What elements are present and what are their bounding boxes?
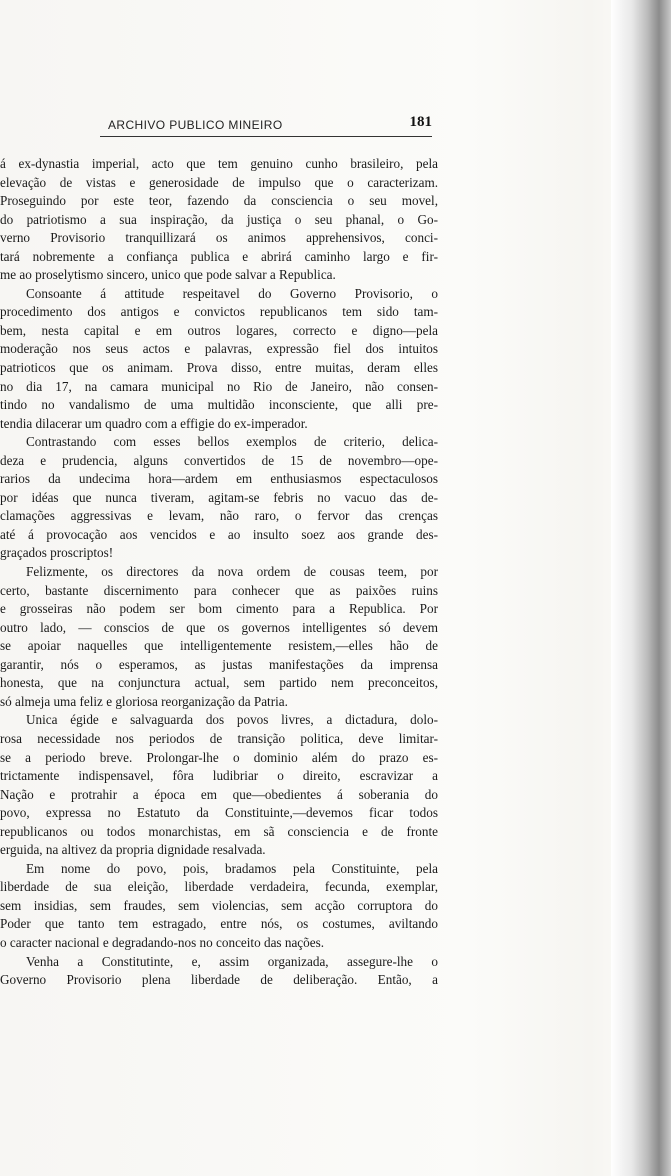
text-line: do patriotismo a sua inspiração, da justiça o seu phanal, o Go- bbox=[0, 211, 438, 227]
body-text bbox=[0, 155, 438, 990]
running-title: ARCHIVO PUBLICO MINEIRO bbox=[108, 118, 283, 132]
text-line: rarios da undecima hora—ardem em enthusiasmos espectaculosos bbox=[0, 471, 438, 487]
text-line: rosa necessidade nos periodos de transição politica, deve limitar- bbox=[0, 730, 438, 746]
text-line: certo, bastante discernimento para conhecer que as paixões ruins bbox=[0, 582, 438, 598]
text-line: clamações aggressivas e levam, não raro, o fervor das crenças bbox=[0, 508, 438, 524]
text-line: me ao proselytismo sincero, unico que pode salvar a Republica. bbox=[0, 267, 336, 283]
text-line: honesta, que na conjunctura actual, sem partido nem preconceitos, bbox=[0, 675, 438, 691]
text-line: republicanos ou todos monarchistas, em sã consciencia e de fronte bbox=[0, 823, 438, 839]
page-number: 181 bbox=[409, 114, 432, 130]
running-head bbox=[100, 114, 432, 137]
text-line: Consoante á attitude respeitavel do Governo Provisorio, o bbox=[26, 285, 438, 301]
text-line: sem insidias, sem fraudes, sem violencias, sem acção corruptora do bbox=[0, 897, 438, 913]
text-line: Contrastando com esses bellos exemplos de criterio, delica- bbox=[26, 434, 438, 450]
text-line: e grosseiras não podem ser bom cimento para a Republica. Por bbox=[0, 601, 438, 617]
text-line: Felizmente, os directores da nova ordem de cousas teem, por bbox=[26, 564, 438, 580]
text-line: Venha a Constitutinte, e, assim organizada, assegure-lhe o bbox=[26, 953, 438, 969]
text-line: á ex-dynastia imperial, acto que tem genuino cunho brasileiro, pela bbox=[0, 156, 438, 171]
text-line: garantir, nós o esperamos, as justas manifestações da imprensa bbox=[0, 656, 438, 672]
text-line: bem, nesta capital e em outros logares, correcto e digno—pela bbox=[0, 322, 438, 338]
text-line: graçados proscriptos! bbox=[0, 545, 114, 561]
text-line: Governo Provisorio plena liberdade de deliberação. Então, a bbox=[0, 972, 438, 988]
text-line: Nação e protrahir a época em que—obedientes á soberania do bbox=[0, 786, 438, 802]
text-line: até á provocação aos vencidos e ao insulto soez aos grande des- bbox=[0, 526, 438, 542]
text-line: Poder que tanto tem estragado, entre nós, os costumes, aviltando bbox=[0, 916, 438, 932]
text-line: por idéas que nunca tiveram, agitam-se febris no vacuo das de- bbox=[0, 489, 438, 505]
text-line: erguida, na altivez da propria dignidade resalvada. bbox=[0, 842, 266, 858]
text-line: só almeja uma feliz e gloriosa reorganização da Patria. bbox=[0, 693, 288, 709]
text-line: se apoiar naquelles que intelligentemente resistem,—elles hão de bbox=[0, 638, 438, 654]
text-line: tendia dilacerar um quadro com a effigie do ex-imperador. bbox=[0, 415, 308, 431]
text-line: Em nome do povo, pois, bradamos pela Constituinte, pela bbox=[26, 860, 438, 876]
text-line: patrioticos que os animam. Prova disso, entre muitas, deram elles bbox=[0, 360, 438, 376]
text-line: povo, expressa no Estatuto da Constituinte,—devemos ficar todos bbox=[0, 805, 438, 821]
text-line: verno Provisorio tranquillizará os animos apprehensivos, conci- bbox=[0, 230, 438, 246]
text-line: tindo no vandalismo de uma multidão inconsciente, que alli pre- bbox=[0, 397, 438, 413]
text-line: deza e prudencia, alguns convertidos de 15 de novembro—ope- bbox=[0, 452, 438, 468]
text-line: outro lado, — conscios de que os governos intelligentes só devem bbox=[0, 619, 438, 635]
text-line: Proseguindo por este teor, fazendo da consciencia o seu movel, bbox=[0, 193, 438, 209]
text-line: trictamente indispensavel, fôra ludibriar o direito, escravizar a bbox=[0, 768, 438, 784]
text-line: tará nobremente a confiança publica e abrirá caminho largo e fir- bbox=[0, 248, 438, 264]
text-line: o caracter nacional e degradando-nos no conceito das nações. bbox=[0, 934, 325, 950]
text-line: Unica égide e salvaguarda dos povos livres, a dictadura, dolo- bbox=[26, 712, 438, 728]
text-line: elevação de vistas e generosidade de impulso que o caracterizam. bbox=[0, 174, 438, 190]
text-line: no dia 17, na camara municipal no Rio de Janeiro, não consen- bbox=[0, 378, 438, 394]
text-line: moderação nos seus actos e palavras, expressão fiel dos intuitos bbox=[0, 341, 438, 357]
text-line: procedimento dos antigos e convictos republicanos tem sido tam- bbox=[0, 304, 438, 320]
text-line: liberdade de sua eleição, liberdade verdadeira, fecunda, exemplar, bbox=[0, 879, 438, 895]
page-binding-shadow bbox=[611, 0, 671, 1176]
text-line: se a periodo breve. Prolongar-lhe o dominio além do prazo es- bbox=[0, 749, 438, 765]
